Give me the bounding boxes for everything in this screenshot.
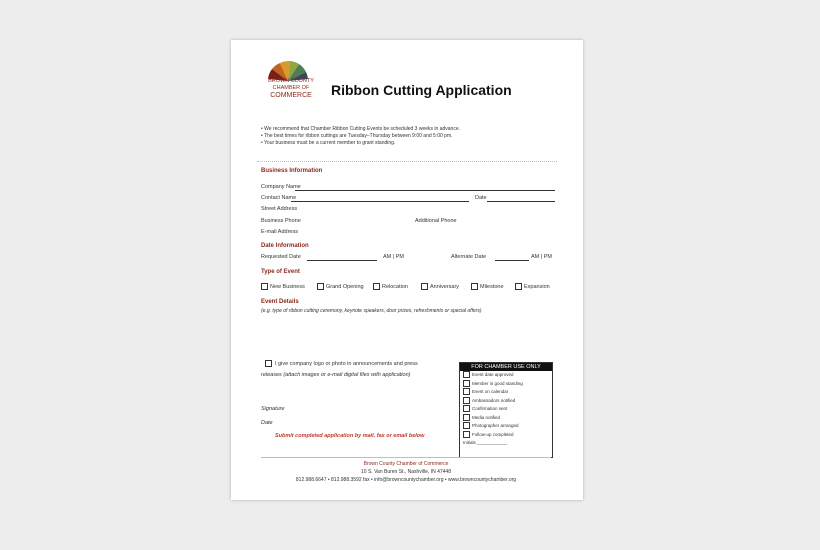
alternate-date-label: Alternate Date [451,254,487,260]
option-grand-opening[interactable]: Grand Opening [317,283,364,290]
contact-name-field[interactable] [291,201,469,202]
checkbox-icon[interactable] [515,283,522,290]
checkbox-icon[interactable] [471,283,478,290]
street-address-label: Street Address [261,206,298,212]
option-relocation[interactable]: Relocation [373,283,408,290]
logo-line-2: CHAMBER OF [272,85,310,91]
page-title: Ribbon Cutting Application [331,82,512,98]
event-details-hint: (e.g. type of ribbon cutting ceremony, keynote speakers, door prizes, refreshments or special offers) [261,308,482,314]
business-heading: Business Information [261,168,323,174]
logo-wordmark [261,78,321,99]
option-new-business[interactable]: New Business [261,283,305,290]
checkbox-icon[interactable] [463,397,470,404]
checkbox-icon[interactable] [463,388,470,395]
office-item: Event on calendar [460,388,552,397]
consent-line-1[interactable]: I give company logo or photo in announcements and press [265,360,418,367]
date-info-heading: Date Information [261,243,309,249]
checkbox-icon[interactable] [463,380,470,387]
requested-ampm[interactable]: AM | PM [383,254,404,260]
divider [257,161,557,162]
event-details-heading: Event Details [261,299,299,305]
email-label: E-mail Address [261,229,298,235]
logo-line-3: COMMERCE [270,92,312,99]
checkbox-icon[interactable] [317,283,324,290]
application-page [231,40,583,500]
instruction-item: • Your business must be a current member to grant standing. [261,140,396,146]
office-initials[interactable]: Initials ____________ [463,440,508,445]
event-details-field[interactable] [261,318,555,356]
signature-label: Signature [261,406,285,412]
company-name-label: Company Name [261,184,301,190]
alternate-date-field[interactable] [495,260,529,261]
office-item: Confirmation sent [460,405,552,414]
option-anniversary[interactable]: Anniversary [421,283,459,290]
footer-address: 10 S. Van Buren St., Nashville, IN 47448 [361,469,451,475]
signature-date-label: Date [261,420,273,426]
submit-note: Submit completed application by mail, fax or email below [275,433,425,439]
instructions-list [261,126,561,147]
chamber-use-heading: FOR CHAMBER USE ONLY [460,363,552,371]
office-item: Event date approved [460,371,552,380]
company-name-field[interactable] [295,190,555,191]
instruction-item: • We recommend that Chamber Ribbon Cutting Events be scheduled 3 weeks in advance. [261,126,460,132]
alternate-ampm[interactable]: AM | PM [531,254,552,260]
requested-date-field[interactable] [307,260,377,261]
office-item: Media notified [460,414,552,423]
checkbox-icon[interactable] [463,405,470,412]
checkbox-icon[interactable] [373,283,380,290]
checkbox-icon[interactable] [463,414,470,421]
checkbox-icon[interactable] [463,431,470,438]
option-expansion[interactable]: Expansion [515,283,550,290]
date-field[interactable] [487,201,555,202]
office-item: Ambassadors notified [460,397,552,406]
instruction-item: • The best times for ribbon cuttings are Tuesday–Thursday between 9:00 and 5:00 pm. [261,133,453,139]
option-milestone[interactable]: Milestone [471,283,504,290]
logo-line-1: BROWN COUNTY [268,78,314,84]
requested-date-label: Requested Date [261,254,301,260]
date-label: Date [475,195,487,201]
checkbox-icon[interactable] [421,283,428,290]
footer-divider [261,457,551,458]
footer-org: Brown County Chamber of Commerce [363,461,449,467]
checkbox-icon[interactable] [463,371,470,378]
checkbox-icon[interactable] [265,360,272,367]
checkbox-icon[interactable] [463,422,470,429]
office-item: Photographer arranged [460,422,552,431]
checkbox-icon[interactable] [261,283,268,290]
event-type-heading: Type of Event [261,269,300,275]
office-item: Follow-up completed [460,431,552,440]
office-item: Member in good standing [460,380,552,389]
business-phone-label: Business Phone [261,218,301,224]
additional-phone-label: Additional Phone [415,218,457,224]
chamber-use-box [459,362,553,458]
footer-contact: 812.988.6647 • 812.988.3592 fax • info@browncountychamber.org • www.browncountychamber.org [295,477,517,483]
consent-line-2: releases (attach images or e-mail digital files with application) [261,372,411,378]
contact-name-label: Contact Name [261,195,297,201]
